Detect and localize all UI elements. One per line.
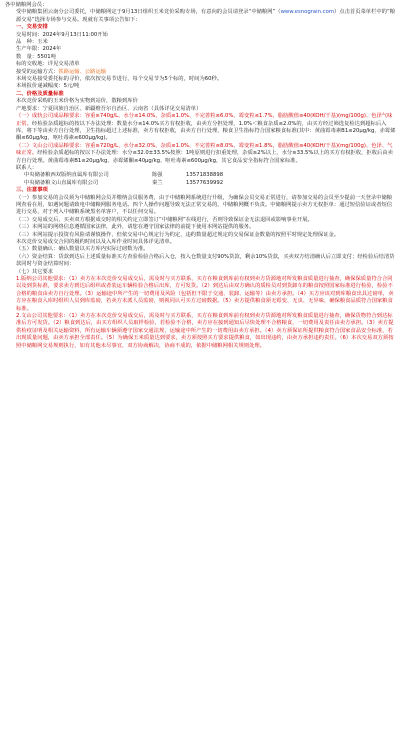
other-requirements-banna: 1.版纳公司其他要求：（1）卖方在本次竞价交易成交后，需及时与买方联系，买方在粮食到库前有权到卖方货源地对所发粮食质量进行抽查，确保保质量符合合同以及到货标准，要求卖方到达后组织或者装运车辆检验合格后出库，方可发货。（2）到达后由双方确认的质检员对到货卸车的粮食按照国家标准进行检验，检验不合格的粮食由卖方自行处理。（3）运输途中所产生的一切费用及风险（包括但不限于交通、装卸、运输等）由卖方承担。（4）买方应该对到库粮食出具过磅单，卖方应在粮食入库时组织人员到库监磅，若卖方未派人员监磅，则视同认可买方过磅数据。（5）卖方提供粮食须无霉变、无虫、无异味，确保粮食品质符合国家粮食标准。 — [16, 276, 394, 312]
contact-person: 秦兰 — [152, 179, 163, 186]
contact-phone: 13577639992 — [186, 179, 224, 186]
trade-date: 交易时间：2024年9月13日11:00开始 — [16, 31, 108, 38]
quality-banna — [5, 113, 397, 143]
transport-method — [5, 69, 397, 76]
trade-quantity: 数 量：5501吨 — [16, 53, 56, 60]
note-contract-b: “中储粮网”在线进行，否则导致保证金无法退回或影响事业开展。 — [159, 216, 313, 223]
origin-requirement: 产地要求：宁夏回族自治区、新疆维吾尔自治区、云南省（具体详见交易清单） — [16, 105, 202, 112]
quality-wenshan-handling: 经检验杂质超标的按以下办法处理：水分≤32.0±33.5%按照：1吨原则进行扣重处理，杂质≥2%以上，水分≥33.5%以上的买方有权拒收，拒收后由卖方自行处理。黄曲霉毒素B1≤20μg/kg、赤霉烯酮≤40μg/kg、呕吐毒素≤600μg/kg，其它食品安全指标符合国家标准。 — [16, 150, 393, 164]
trade-product: 品 种：玉米 — [16, 39, 48, 46]
production-year: 生产年限：2024年 — [16, 46, 62, 53]
contact-phone: 13571838898 — [186, 172, 224, 179]
intro-text-a: 受中储粮集团云南分公司委托，中储粮网定于9月13日组织玉米竞价采购专场，有意向的会员请登录“中储粮网”（ — [16, 9, 281, 16]
announcement — [0, 0, 404, 350]
other-requirements-wenshan: 2.文山公司其他要求：（1）卖方在本次竞价交易成交后，需及时与买方联系，买方在粮食到库前有权到卖方货源地对所发粮食质量进行抽查，确保货物符合到达标准后方可发货。（2）粮食到达后，由买方组织人员取样检验，若检验不合格，卖方应在接到通知后尽快处理不合格粮食，一切费用及责任由卖方承担。（3）卖方提供检疫证明及相关运输资料，所有运输车辆须遵守国家交通法规，运输途中所产生的一切费用由卖方承担。（4）卖方须保证所提供粮食符合国家食品安全标准，若出现质量问题，由卖方承担全部责任。（5）为确保玉米质量达到要求，卖方须按照买方要求提供粮食，如出现违约，由卖方承担违约责任。（6）本次交易双方须按照中储粮网交易规则执行，如有其他未尽事宜，双方协商解决，协商不成的，依据中储粮网相关规则处理。 — [16, 313, 394, 349]
price-basis: 本次竞价采购的玉米价格为实物到站价，散粮到库价 — [16, 98, 138, 105]
quality-wenshan — [5, 143, 397, 165]
quality-banna-handling: 经检验杂质超标的按以下办法处理：数量水分≤14.0%买方有权拒收，由卖方分担处理，1.0%＜粮食杂质≤2.0%的，由买方经过筛选复检达到超标后入库，将下等由卖方自行处理，卫生指标超过上述标准，卖方有权拒收，由卖方自行处理，粮食卫生指标符合国家粮食标准(其中：黄曲霉毒素B1≤20μg/kg，赤霉烯酮≤60μg/kg，呕吐毒素≤600μg/kg)。 — [16, 120, 396, 142]
note-contract-a: （二）交易成交后，买卖双方根据成交时的相关约定立即签订 — [16, 216, 160, 223]
note-risk: （三）本网站提示投资有风险请谨慎操作，但依交易中心规定行为约定，违约数量超过规定的交易保证金数量的按照平时规定处理保证金。 — [16, 231, 340, 238]
section-2-heading: 二、价格及质量标准 — [16, 90, 64, 97]
section-3-heading: 三、注意事项 — [16, 187, 48, 194]
contact-row — [5, 180, 397, 187]
intro-text-b: ）点击首页菜单栏中的“粮源交易”选择专场参与交易。现就有关事项公告如下： — [16, 9, 395, 23]
greeting: 各中储粮网会员： — [5, 2, 48, 8]
contact-row — [5, 172, 397, 179]
quality-wenshan-spec: （二）文山公司成品粮要求：容重≥720g/L、水分≤32.0%、杂质≤1.0%、不完善粒≤8.0%、霉变粒≤1.8%，脂肪酸值≤40(KOH/干基)(mg/100g)、色泽、气味正常。 — [16, 142, 393, 157]
section-1-heading: 一、交易安排 — [16, 24, 48, 31]
price-step: 本场报价递减幅度：5元/吨 — [16, 83, 80, 90]
note-quantity: （五）数量确认：确认数量以买方库内实际过磅数为准。 — [16, 246, 149, 253]
transport-label: 接受的运输方式： — [16, 68, 59, 75]
contact-company: 中央储备粮西双版纳直属库有限公司 — [24, 172, 109, 179]
contact-label: 联系人： — [16, 164, 38, 171]
site-link[interactable]: www.esnograin.com — [280, 9, 334, 16]
intro-paragraph — [5, 9, 397, 24]
note-membership: （一）参加交易的会员须为中储粮网会员并缴纳会员服务费，由于中储粮网系统进行升级，为确保会员交易正常进行，请参加交易的会员至少提前一天登录中储粮网查看在用，如遇问题请致电中储粮网服务电话。四个人操作问题导致无法正常交易的，中储粮网概不负责。中储粮网提示卖方无权拒单：通过短信验证或者短信进行交易，对于列入中储粮系统黑名单客户，不以任何交易。 — [16, 194, 393, 216]
note-law: （三）本网站的网络信息遵循国家法律，此外，请您在遵守国家法律的前提下使用本网站提供的服务。 — [16, 224, 255, 231]
quality-banna-spec: （一）成轨公司成品粮要求：容重≥740g/L、水分≤14.0%、杂质≤1.0%、不完善粒≤6.0%、霉变粒≤1.7%、脂肪酸值≤40(KOH/干基)(mg/100g)、色泽气味正常。 — [16, 113, 393, 127]
trade-rule: 本场交易接受委托标的寻价，依次按交易节进行，每个交易节为5个标的，时间为60秒。 — [16, 76, 223, 83]
note-other-heading: （七）其它要求 — [16, 268, 54, 275]
contact-company: 中央储备粮文山直属库有限公司 — [24, 179, 99, 186]
note-settlement: （六）资金结算：货款到达后上述质量标准买方查验检验合格后入仓，按入仓数量支付90%货款，剩余10%货款，买卖双方结清确认后立即支付；经检验后结清货款同时与资金结算时间： — [16, 253, 395, 268]
transport-value: 铁路运输、公路运输 — [58, 68, 107, 75]
delivery-location: 标的交收地：详见交易清单 — [16, 61, 80, 68]
contact-person: 陈强 — [152, 172, 163, 179]
note-schedule: 本次竞价交易成交合同的履约时间以及入库作业时间具体详见清单。 — [16, 239, 175, 245]
